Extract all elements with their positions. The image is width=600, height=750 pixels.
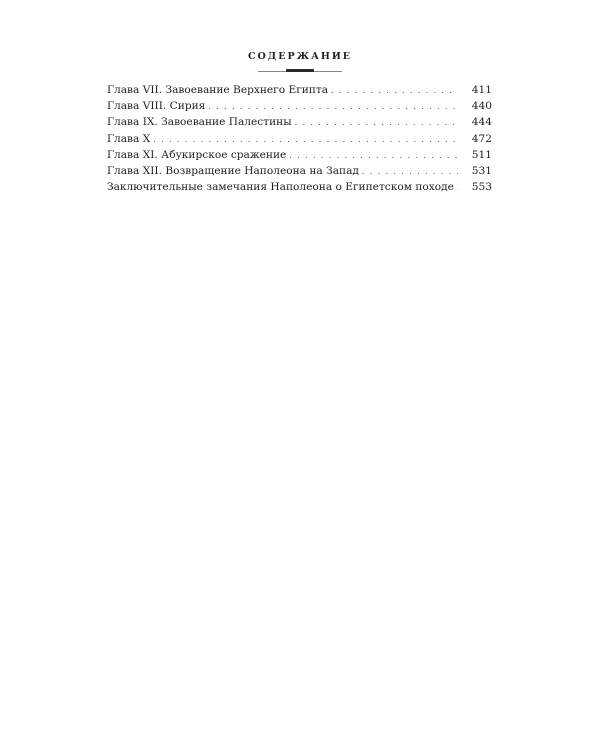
toc-entry — [107, 163, 492, 179]
toc-entry-title: Глава X — [107, 132, 151, 145]
toc-entry-page: 472 — [471, 132, 492, 145]
dot-leader — [153, 132, 458, 147]
dot-leader — [362, 164, 458, 179]
toc-entry-title: Глава VII. Завоевание Верхнего Египта — [107, 84, 329, 96]
toc-entry — [107, 131, 492, 147]
toc-entry-page: 553 — [471, 181, 492, 194]
toc-entry-page: 531 — [471, 164, 492, 177]
toc-heading: СОДЕРЖАНИЕ — [247, 51, 353, 62]
toc-entry-page: 411 — [471, 84, 492, 96]
toc-entry-page: 511 — [471, 148, 492, 161]
toc-entry-title: Глава XI. Абукирское сражение — [107, 148, 287, 161]
ornament-thick-line — [286, 69, 314, 72]
toc-entry-title: Глава IX. Завоевание Палестины — [107, 116, 292, 129]
dot-leader — [331, 83, 458, 98]
toc-entry — [107, 82, 492, 98]
toc-entry-title: Глава XII. Возвращение Наполеона на Запад — [107, 164, 359, 177]
heading-ornament-rule — [258, 69, 342, 73]
toc-entry-title: Глава VIII. Сирия — [107, 100, 206, 113]
toc-entry — [107, 147, 492, 163]
toc-entry — [107, 179, 492, 195]
dot-leader — [208, 99, 458, 114]
toc-entry — [107, 114, 492, 130]
toc-entry-page: 444 — [471, 116, 492, 129]
dot-leader — [295, 115, 458, 130]
toc-entry — [107, 98, 492, 114]
toc-entry-title: Заключительные замечания Наполеона о Египетском походе — [107, 181, 454, 194]
dot-leader — [289, 148, 458, 163]
toc-entry-page: 440 — [471, 100, 492, 113]
table-of-contents — [107, 82, 492, 195]
